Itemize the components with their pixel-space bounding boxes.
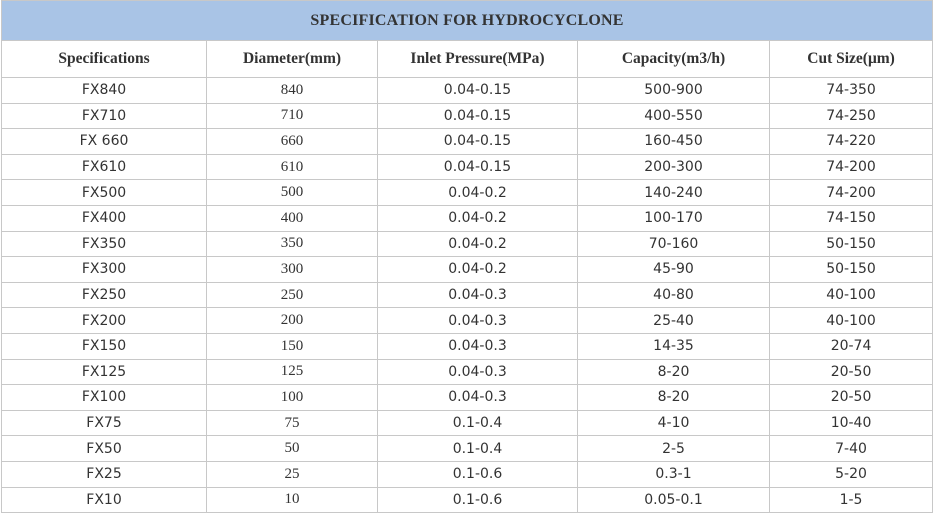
cell-diameter: 840 <box>207 78 378 104</box>
table-row <box>2 359 933 385</box>
cell-model: FX500 <box>2 180 207 206</box>
cell-model: FX400 <box>2 205 207 231</box>
cell-model: FX250 <box>2 282 207 308</box>
cell-capacity: 0.3-1 <box>578 461 770 487</box>
cell-cut-size: 50-150 <box>770 257 933 283</box>
cell-model: FX125 <box>2 359 207 385</box>
cell-diameter: 25 <box>207 461 378 487</box>
cell-cut-size: 40-100 <box>770 308 933 334</box>
cell-cut-size: 20-50 <box>770 359 933 385</box>
cell-model: FX75 <box>2 410 207 436</box>
cell-capacity: 8-20 <box>578 359 770 385</box>
cell-inlet-pressure: 0.1-0.4 <box>378 410 578 436</box>
cell-cut-size: 5-20 <box>770 461 933 487</box>
cell-diameter: 125 <box>207 359 378 385</box>
table-title-row <box>2 1 933 41</box>
table-row <box>2 333 933 359</box>
table-row <box>2 205 933 231</box>
cell-cut-size: 40-100 <box>770 282 933 308</box>
cell-diameter: 75 <box>207 410 378 436</box>
table-row <box>2 461 933 487</box>
cell-inlet-pressure: 0.04-0.3 <box>378 359 578 385</box>
table-row <box>2 308 933 334</box>
cell-model: FX100 <box>2 385 207 411</box>
cell-capacity: 40-80 <box>578 282 770 308</box>
cell-diameter: 200 <box>207 308 378 334</box>
cell-capacity: 45-90 <box>578 257 770 283</box>
cell-model: FX840 <box>2 78 207 104</box>
cell-model: FX200 <box>2 308 207 334</box>
cell-inlet-pressure: 0.04-0.3 <box>378 308 578 334</box>
column-header-specifications: Specifications <box>2 41 207 78</box>
cell-diameter: 10 <box>207 487 378 513</box>
cell-cut-size: 20-74 <box>770 333 933 359</box>
cell-capacity: 8-20 <box>578 385 770 411</box>
cell-model: FX710 <box>2 103 207 129</box>
table-row <box>2 385 933 411</box>
cell-inlet-pressure: 0.04-0.2 <box>378 257 578 283</box>
cell-diameter: 250 <box>207 282 378 308</box>
cell-diameter: 350 <box>207 231 378 257</box>
cell-cut-size: 74-200 <box>770 180 933 206</box>
spec-table <box>1 0 933 513</box>
table-row <box>2 154 933 180</box>
cell-capacity: 140-240 <box>578 180 770 206</box>
cell-diameter: 710 <box>207 103 378 129</box>
table-row <box>2 78 933 104</box>
table-row <box>2 180 933 206</box>
cell-cut-size: 50-150 <box>770 231 933 257</box>
table-row <box>2 103 933 129</box>
table-row <box>2 487 933 513</box>
cell-inlet-pressure: 0.04-0.2 <box>378 231 578 257</box>
cell-model: FX150 <box>2 333 207 359</box>
cell-capacity: 100-170 <box>578 205 770 231</box>
cell-cut-size: 74-220 <box>770 129 933 155</box>
cell-inlet-pressure: 0.04-0.3 <box>378 385 578 411</box>
cell-inlet-pressure: 0.1-0.6 <box>378 487 578 513</box>
cell-model: FX10 <box>2 487 207 513</box>
column-header-inlet-pressure: Inlet Pressure(MPa) <box>378 41 578 78</box>
table-row <box>2 436 933 462</box>
table-row <box>2 410 933 436</box>
table-body <box>2 78 933 513</box>
cell-model: FX350 <box>2 231 207 257</box>
cell-inlet-pressure: 0.04-0.15 <box>378 129 578 155</box>
cell-cut-size: 74-250 <box>770 103 933 129</box>
cell-diameter: 300 <box>207 257 378 283</box>
cell-model: FX610 <box>2 154 207 180</box>
cell-inlet-pressure: 0.04-0.2 <box>378 205 578 231</box>
cell-inlet-pressure: 0.04-0.3 <box>378 333 578 359</box>
cell-cut-size: 10-40 <box>770 410 933 436</box>
cell-model: FX300 <box>2 257 207 283</box>
table-header-row <box>2 41 933 78</box>
table-row <box>2 129 933 155</box>
cell-capacity: 2-5 <box>578 436 770 462</box>
cell-capacity: 4-10 <box>578 410 770 436</box>
cell-diameter: 100 <box>207 385 378 411</box>
cell-model: FX50 <box>2 436 207 462</box>
table-title: SPECIFICATION FOR HYDROCYCLONE <box>2 1 933 41</box>
cell-inlet-pressure: 0.04-0.3 <box>378 282 578 308</box>
cell-model: FX 660 <box>2 129 207 155</box>
cell-capacity: 200-300 <box>578 154 770 180</box>
cell-model: FX25 <box>2 461 207 487</box>
cell-capacity: 500-900 <box>578 78 770 104</box>
cell-capacity: 0.05-0.1 <box>578 487 770 513</box>
column-header-capacity: Capacity(m3/h) <box>578 41 770 78</box>
cell-capacity: 25-40 <box>578 308 770 334</box>
column-header-diameter: Diameter(mm) <box>207 41 378 78</box>
cell-diameter: 610 <box>207 154 378 180</box>
cell-inlet-pressure: 0.04-0.15 <box>378 78 578 104</box>
cell-capacity: 14-35 <box>578 333 770 359</box>
table-row <box>2 282 933 308</box>
table-row <box>2 257 933 283</box>
cell-capacity: 160-450 <box>578 129 770 155</box>
cell-cut-size: 74-150 <box>770 205 933 231</box>
cell-diameter: 400 <box>207 205 378 231</box>
cell-cut-size: 1-5 <box>770 487 933 513</box>
column-header-cut-size: Cut Size(μm) <box>770 41 933 78</box>
cell-cut-size: 7-40 <box>770 436 933 462</box>
spec-table-container <box>1 0 932 513</box>
cell-cut-size: 74-350 <box>770 78 933 104</box>
cell-cut-size: 74-200 <box>770 154 933 180</box>
cell-inlet-pressure: 0.04-0.15 <box>378 103 578 129</box>
cell-cut-size: 20-50 <box>770 385 933 411</box>
cell-diameter: 660 <box>207 129 378 155</box>
cell-inlet-pressure: 0.04-0.2 <box>378 180 578 206</box>
cell-inlet-pressure: 0.1-0.4 <box>378 436 578 462</box>
cell-inlet-pressure: 0.1-0.6 <box>378 461 578 487</box>
cell-capacity: 70-160 <box>578 231 770 257</box>
cell-diameter: 50 <box>207 436 378 462</box>
cell-capacity: 400-550 <box>578 103 770 129</box>
table-row <box>2 231 933 257</box>
cell-diameter: 150 <box>207 333 378 359</box>
cell-inlet-pressure: 0.04-0.15 <box>378 154 578 180</box>
cell-diameter: 500 <box>207 180 378 206</box>
